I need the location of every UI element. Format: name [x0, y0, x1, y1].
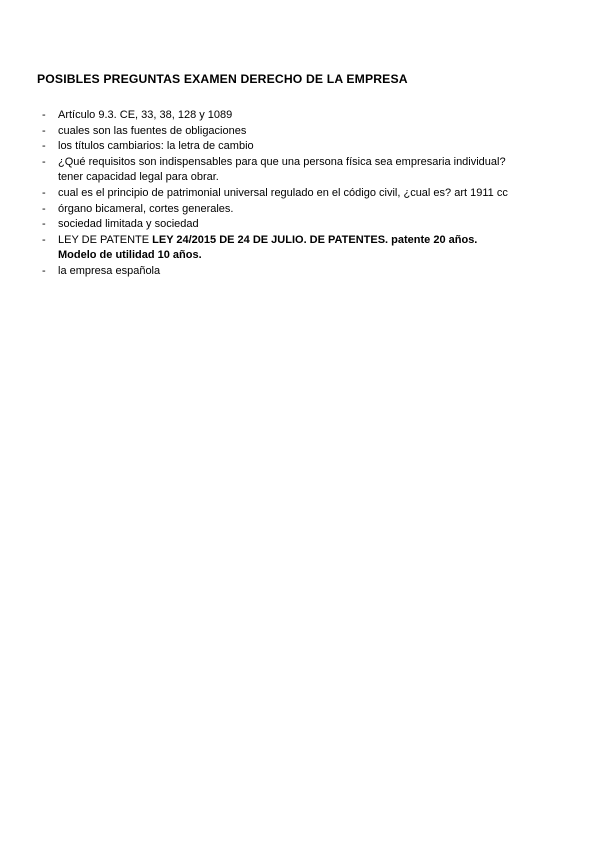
list-item	[42, 124, 562, 140]
list-item-text: órgano bicameral, cortes generales.	[58, 202, 234, 215]
bullet-dash: -	[42, 233, 46, 246]
list-item	[42, 202, 562, 218]
list-item-text: cual es el principio de patrimonial universal regulado en el código civil, ¿cual es? art 1911 cc	[58, 186, 508, 199]
bullet-dash: -	[42, 186, 46, 199]
bullet-dash: -	[42, 218, 46, 231]
bullet-dash: -	[42, 124, 46, 137]
list-item	[42, 217, 562, 233]
list-item-bold-continuation: Modelo de utilidad 10 años.	[58, 249, 202, 262]
list-item	[42, 139, 562, 155]
list-item-text: la empresa española	[58, 264, 161, 277]
list-item-bold-text: LEY 24/2015 DE 24 DE JULIO. DE PATENTES. patente 20 años.	[152, 233, 478, 246]
list-item-text: ¿Qué requisitos son indispensables para que una persona física sea empresaria individual?	[58, 155, 506, 168]
question-list	[42, 108, 562, 280]
list-item-text: LEY DE PATENTE	[58, 233, 153, 246]
bullet-dash: -	[42, 202, 46, 215]
list-item-text: sociedad limitada y sociedad	[58, 218, 199, 231]
document-title: POSIBLES PREGUNTAS EXAMEN DERECHO DE LA EMPRESA	[37, 72, 408, 86]
list-item	[42, 233, 562, 264]
bullet-dash: -	[42, 109, 46, 121]
list-item	[42, 264, 562, 280]
list-item-text: Artículo 9.3. CE, 33, 38, 128 y 1089	[58, 109, 233, 121]
list-item	[42, 186, 562, 202]
bullet-dash: -	[42, 264, 46, 277]
list-item-text: cuales son las fuentes de obligaciones	[58, 124, 247, 137]
bullet-dash: -	[42, 140, 46, 153]
list-item-continuation: tener capacidad legal para obrar.	[58, 171, 219, 184]
list-item	[42, 155, 562, 186]
list-item-text: los títulos cambiarios: la letra de cambio	[58, 140, 254, 153]
bullet-dash: -	[42, 155, 46, 168]
list-item	[42, 108, 562, 124]
